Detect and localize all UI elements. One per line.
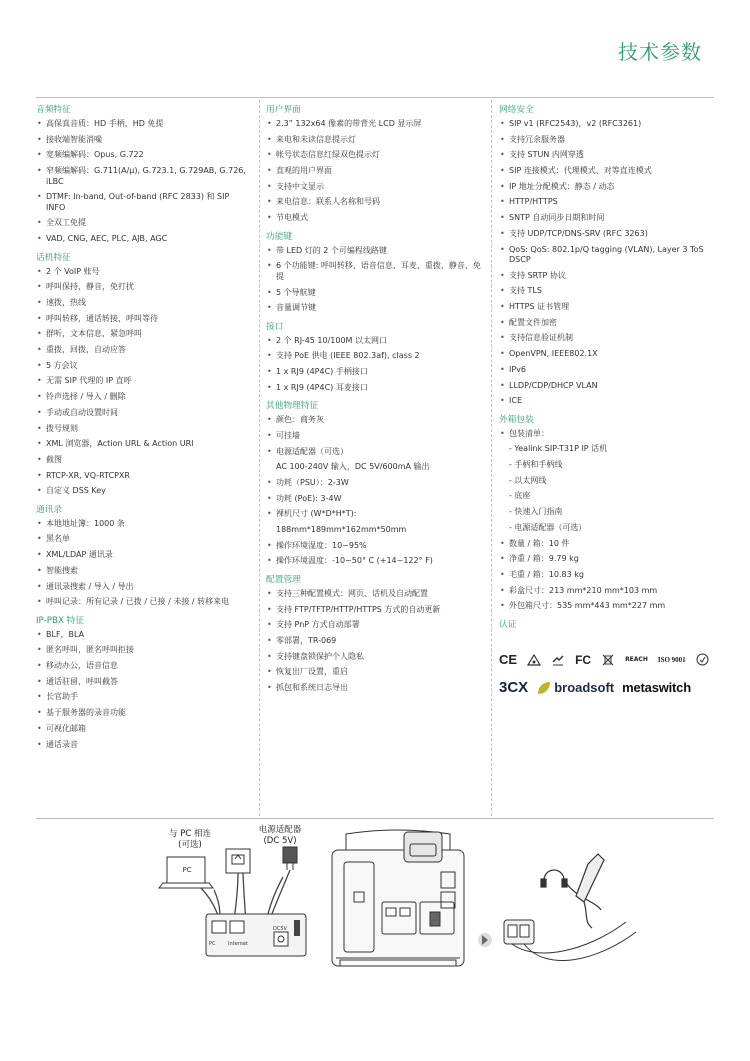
spec-item: • 来电和未读信息提示灯 — [266, 135, 486, 146]
spec-item: • SIP v1 (RFC2543)，v2 (RFC3261) — [499, 119, 717, 130]
spec-item: • 1 x RJ9 (4P4C) 耳麦接口 — [266, 383, 486, 394]
fcc-mark-icon: FC — [575, 652, 592, 667]
spec-item: • 通讯录搜索 / 导入 / 导出 — [36, 582, 248, 593]
spec-list — [36, 519, 248, 608]
spec-item: • SNTP 自动同步日期和时间 — [499, 213, 717, 224]
spec-item: • 长官助手 — [36, 692, 248, 703]
spec-item: • 外包箱尺寸：535 mm*443 mm*227 mm — [499, 601, 717, 612]
spec-column-1 — [36, 104, 248, 757]
spec-item: • 5 方会议 — [36, 361, 248, 372]
spec-item: • 彩盒尺寸：213 mm*210 mm*103 mm — [499, 586, 717, 597]
spec-item: AC 100-240V 输入，DC 5V/600mA 输出 — [276, 462, 430, 472]
spec-list — [266, 415, 486, 567]
spec-item: • 通话驻留，呼叫截答 — [36, 677, 248, 688]
3cx-logo: 3CX — [499, 679, 529, 696]
spec-item: • LLDP/CDP/DHCP VLAN — [499, 381, 717, 392]
spec-item: • 支持 STUN 内网穿透 — [499, 150, 717, 161]
spec-item: • 支持中文显示 — [266, 182, 486, 193]
spec-item: • 黑名单 — [36, 534, 248, 545]
spec-item: • 带 LED 灯的 2 个可编程线路键 — [266, 246, 486, 257]
phone-ports-closeup — [504, 920, 636, 961]
spec-item: • 重拨，回拨，自动应答 — [36, 345, 248, 356]
spec-item: • 净重 / 箱：9.79 kg — [499, 554, 717, 565]
spec-item: • 支持 PoE 供电 (IEEE 802.3af), class 2 — [266, 351, 486, 362]
spec-item: • 本地地址簿：1000 条 — [36, 519, 248, 530]
spec-list — [266, 336, 486, 394]
spec-item: • DTMF: In-band, Out-of-band (RFC 2833) 和 SIP INFO — [36, 192, 248, 213]
section-heading: 接口 — [266, 321, 284, 332]
spec-item: • OpenVPN, IEEE802.1X — [499, 349, 717, 360]
spec-item: • BLF，BLA — [36, 630, 248, 641]
rcm-mark-icon — [551, 654, 565, 666]
section-heading: 通讯录 — [36, 504, 63, 515]
spec-item: • 功耗 (PoE): 3-4W — [266, 494, 486, 505]
spec-item: • 支持 TLS — [499, 286, 717, 297]
spec-item: • 可视化邮箱 — [36, 724, 248, 735]
spec-item: - 快速入门指南 — [509, 507, 563, 517]
spec-item: • 功耗（PSU）：2-3W — [266, 478, 486, 489]
section-heading: 网络安全 — [499, 105, 534, 115]
port-dc-label: DC5V — [273, 926, 287, 932]
section-heading: 功能键 — [266, 231, 293, 242]
page-title: 技术参数 — [618, 40, 702, 64]
spec-item: • 操作环境温度：-10~50° C (+14~122° F) — [266, 556, 486, 567]
spec-item: • 抓包和系统日志导出 — [266, 683, 486, 694]
spec-item: • 高保真音质：HD 手柄，HD 免提 — [36, 119, 248, 130]
spec-item: • 移动办公，语音信息 — [36, 661, 248, 672]
spec-item: • RTCP-XR, VQ-RTCPXR — [36, 471, 248, 482]
spec-item: • ICE — [499, 396, 717, 407]
section-heading: 外箱包装 — [499, 414, 534, 425]
spec-item: • 帐号状态信息红绿双色提示灯 — [266, 150, 486, 161]
power-adapter-icon — [283, 847, 297, 870]
section-heading: 其他物理特征 — [266, 401, 319, 412]
spec-item: - 以太网线 — [509, 475, 547, 485]
spec-list — [266, 246, 486, 314]
spec-item: • 全双工免提 — [36, 218, 248, 229]
spec-item: • 宽频编解码：Opus, G.722 — [36, 150, 248, 161]
spec-item: • 支持冗余服务器 — [499, 135, 717, 146]
spec-item: • IPv6 — [499, 365, 717, 376]
spec-item: • 窄频编解码：G.711(A/μ), G.723.1, G.729AB, G.726, iLBC — [36, 166, 248, 187]
spec-list — [499, 119, 717, 407]
reach-mark: REACH — [625, 656, 648, 663]
spec-item: • 数量 / 箱：10 件 — [499, 539, 717, 550]
spec-column-2 — [266, 104, 486, 701]
spec-item: • 包装清单： — [499, 429, 717, 440]
spec-item: • 接收端智能消噪 — [36, 135, 248, 146]
spec-item: • 基于服务器的录音功能 — [36, 708, 248, 719]
weee-bin-icon — [601, 653, 615, 667]
spec-item: • 6 个功能键: 呼叫转移、语音信息、耳麦、重拨、静音、免提 — [266, 261, 486, 282]
port-internet-label: Internet — [228, 941, 248, 947]
spec-list — [36, 267, 248, 497]
spec-item: • 2 个 VoIP 账号 — [36, 267, 248, 278]
section-heading: 用户界面 — [266, 105, 301, 115]
spec-item: • 直观的用户界面 — [266, 166, 486, 177]
pc-connection-label: 与 PC 相连 (可选) — [169, 829, 211, 850]
certification-logos — [499, 652, 717, 696]
spec-item: • 来电信息：联系人名称和号码 — [266, 197, 486, 208]
spec-item: • 恢复出厂设置，重启 — [266, 667, 486, 678]
spec-item: • 操作环境湿度：10~95% — [266, 541, 486, 552]
spec-item: • XML/LDAP 通讯录 — [36, 550, 248, 561]
certification-circle-icon — [696, 653, 709, 666]
spec-item: • 通话录音 — [36, 740, 248, 751]
ce-mark-icon: CE — [499, 652, 518, 667]
spec-item: • 匿名呼叫，匿名呼叫拒接 — [36, 645, 248, 656]
metaswitch-logo: metaswitch — [622, 680, 691, 695]
spec-item: • 支持 PnP 方式自动部署 — [266, 620, 486, 631]
section-heading: 配置管理 — [266, 574, 301, 585]
iso-mark: ISO 9001 — [657, 655, 686, 664]
spec-column-3 — [499, 104, 717, 634]
spec-item: • 颜色：商务灰 — [266, 415, 486, 426]
spec-list — [266, 119, 486, 224]
spec-item: • 无需 SIP 代理的 IP 直呼 — [36, 376, 248, 387]
spec-item: • IP 地址分配模式：静态 / 动态 — [499, 182, 717, 193]
spec-item: • VAD, CNG, AEC, PLC, AJB, AGC — [36, 234, 248, 245]
spec-item: • XML 浏览器，Action URL & Action URI — [36, 439, 248, 450]
spec-list — [36, 119, 248, 245]
warning-triangle-icon — [527, 654, 541, 666]
spec-item: • 支持 SRTP 协议 — [499, 271, 717, 282]
spec-item: • 配置文件加密 — [499, 318, 717, 329]
spec-item: • 群听，文本信息，紧急呼叫 — [36, 329, 248, 340]
spec-item: • 智能搜索 — [36, 566, 248, 577]
spec-item: • 零部署，TR-069 — [266, 636, 486, 647]
spec-list — [266, 589, 486, 694]
spec-item: • SIP 连接模式：代理模式、对等直连模式 — [499, 166, 717, 177]
spec-item: • 支持 FTP/TFTP/HTTP/HTTPS 方式的自动更新 — [266, 605, 486, 616]
spec-item: • 2.3” 132x64 像素的带背光 LCD 显示屏 — [266, 119, 486, 130]
column-divider — [491, 100, 492, 816]
spec-item: • 铃声选择 / 导入 / 删除 — [36, 392, 248, 403]
port-pc-label: PC — [209, 941, 216, 947]
spec-item: • 支持 UDP/TCP/DNS-SRV (RFC 3263) — [499, 229, 717, 240]
spec-item: • 自定义 DSS Key — [36, 486, 248, 497]
spec-item: • QoS: QoS: 802.1p/Q tagging (VLAN), Layer 3 ToS DSCP — [499, 245, 717, 266]
spec-item: • 电源适配器（可选） — [266, 447, 486, 458]
bottom-divider — [36, 818, 714, 819]
spec-item: • 呼叫记录：所有记录 / 已拨 / 已接 / 未接 / 转移来电 — [36, 597, 248, 608]
phone-back-panel — [206, 914, 306, 956]
top-divider — [36, 97, 714, 98]
spec-item: - Yealink SIP-T31P IP 话机 — [509, 444, 608, 454]
section-heading: 话机特征 — [36, 252, 71, 263]
broadsoft-logo: broadsoft — [536, 680, 614, 696]
spec-item: • HTTPS 证书管理 — [499, 302, 717, 313]
section-heading: 认证 — [499, 619, 517, 630]
spec-item: • 节电模式 — [266, 213, 486, 224]
spec-item: • 手动或自动设置时间 — [36, 408, 248, 419]
spec-item: • 支持信息验证机制 — [499, 333, 717, 344]
spec-item: • 呼叫保持，静音，免打扰 — [36, 282, 248, 293]
spec-item: • 音量调节键 — [266, 303, 486, 314]
spec-item: - 电源适配器（可选） — [509, 522, 587, 532]
spec-item: • 裸机尺寸 (W*D*H*T): — [266, 509, 486, 520]
spec-item: • 支持键盘锁保护个人隐私 — [266, 652, 486, 663]
ethernet-outlet-icon — [226, 849, 250, 873]
spec-item: • 支持三种配置模式：网页、话机及自动配置 — [266, 589, 486, 600]
spec-item: • 截图 — [36, 455, 248, 466]
section-heading: 音频特征 — [36, 105, 71, 115]
arrow-icon — [478, 933, 492, 947]
spec-item: - 底座 — [509, 491, 531, 501]
spec-list — [499, 429, 717, 612]
spec-item: 188mm*189mm*162mm*50mm — [276, 525, 407, 535]
spec-item: • 1 x RJ9 (4P4C) 手柄接口 — [266, 367, 486, 378]
desk-phone-icon — [332, 830, 464, 966]
pc-screen-text: PC — [182, 866, 192, 874]
spec-item: • 呼叫转移，通话转接，呼叫等待 — [36, 314, 248, 325]
section-heading: IP-PBX 特征 — [36, 615, 85, 626]
spec-item: • HTTP/HTTPS — [499, 197, 717, 208]
spec-item: • 毛重 / 箱：10.83 kg — [499, 570, 717, 581]
spec-item: • 拨号规则 — [36, 424, 248, 435]
spec-item: • 5 个导航键 — [266, 288, 486, 299]
spec-list — [36, 630, 248, 750]
spec-item: • 2 个 RJ-45 10/100M 以太网口 — [266, 336, 486, 347]
column-divider — [259, 100, 260, 816]
spec-item: • 可挂墙 — [266, 431, 486, 442]
handset-icon — [576, 854, 604, 928]
power-adapter-label: 电源适配器 (DC 5V) — [258, 825, 302, 846]
spec-item: - 手柄和手柄线 — [509, 460, 563, 470]
spec-item: • 速拨，热线 — [36, 298, 248, 309]
broadsoft-leaf-icon — [536, 680, 552, 696]
connection-diagram — [36, 822, 716, 972]
